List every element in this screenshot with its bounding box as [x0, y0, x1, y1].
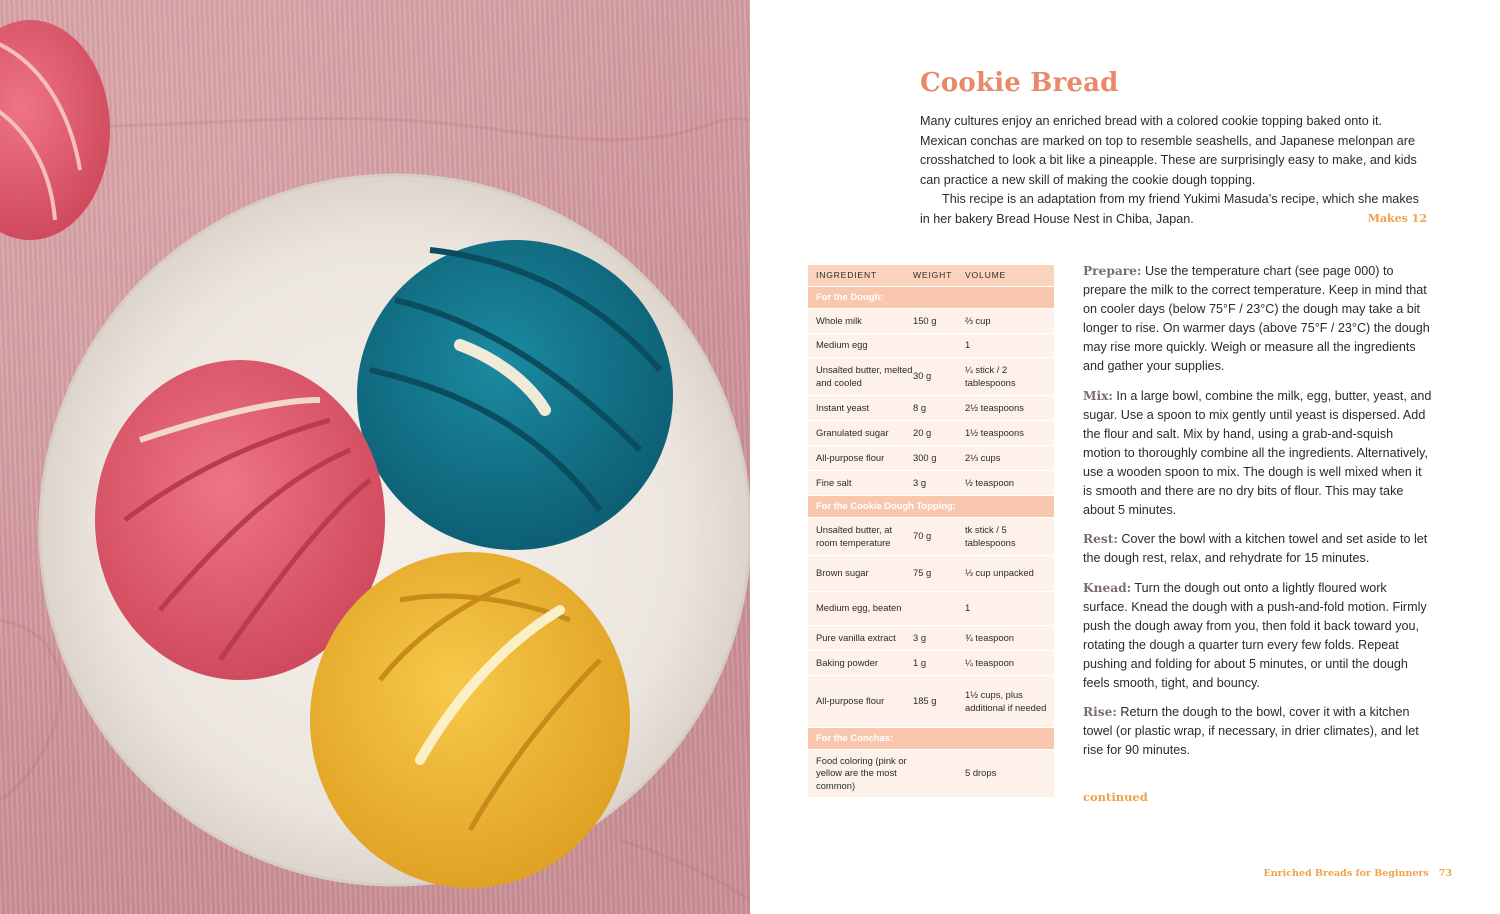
recipe-intro — [920, 112, 1430, 229]
ingredient-name: Medium egg — [816, 339, 868, 351]
step-text: Return the dough to the bowl, cover it with a kitchen towel (or plastic wrap, if necessary, in drier climates), and let rise for 90 minutes. — [1083, 705, 1419, 757]
table-row — [808, 421, 1054, 446]
ingredient-weight: 150 g — [913, 314, 937, 326]
ingredient-volume: 1½ teaspoons — [965, 426, 1024, 438]
step-label: Mix: — [1083, 388, 1113, 403]
section-title: For the Conchas: — [816, 732, 894, 744]
ingredient-name: Instant yeast — [816, 401, 870, 413]
step-rise — [1083, 703, 1433, 760]
ingredient-name: Baking powder — [816, 656, 879, 668]
ingredient-volume: ¼ teaspoon — [965, 656, 1014, 668]
ingredient-volume: ⅔ cup — [965, 314, 991, 326]
ingredient-table — [808, 265, 1054, 798]
ingredient-volume: 1½ cups, plus additional if needed — [965, 689, 1047, 713]
section-title: For the Dough: — [816, 291, 884, 303]
ingredient-volume: 1 — [965, 602, 971, 614]
ingredient-volume: 5 drops — [965, 767, 997, 779]
ingredient-weight: 30 g — [913, 370, 932, 382]
table-row — [808, 396, 1054, 421]
header-weight: WEIGHT — [913, 270, 953, 281]
step-label: Rest: — [1083, 532, 1118, 546]
ingredient-name: Fine salt — [816, 476, 852, 488]
ingredient-name: Food coloring (pink or yellow are the most common) — [816, 754, 907, 791]
table-row — [808, 556, 1054, 592]
ingredient-weight: 70 g — [913, 530, 932, 542]
ingredient-weight: 185 g — [913, 695, 937, 707]
table-row — [808, 592, 1054, 626]
continued-label: continued — [1083, 790, 1148, 804]
step-text: Cover the bowl with a kitchen towel and set aside to let the dough rest, relax, and rehydrate for 15 minutes. — [1083, 532, 1428, 565]
ingredient-volume: tk stick / 5 tablespoons — [965, 524, 1016, 548]
table-row — [808, 518, 1054, 556]
recipe-title: Cookie Bread — [920, 68, 1119, 98]
table-row — [808, 358, 1054, 396]
table-row — [808, 446, 1054, 471]
section-title: For the Cookie Dough Topping: — [816, 500, 956, 512]
step-rest — [1083, 530, 1433, 568]
table-section-dough — [808, 287, 1054, 309]
ingredient-weight: 1 g — [913, 656, 927, 668]
ingredient-weight: 75 g — [913, 567, 932, 579]
ingredient-volume: 2⅓ cups — [965, 451, 1001, 463]
ingredient-weight: 8 g — [913, 401, 927, 413]
ingredient-name: Brown sugar — [816, 567, 869, 579]
teal-concha — [357, 240, 673, 550]
ingredient-weight: 3 g — [913, 631, 927, 643]
page-number: 73 — [1438, 868, 1452, 879]
step-knead — [1083, 579, 1433, 693]
header-volume: VOLUME — [965, 270, 1007, 281]
step-mix — [1083, 387, 1433, 520]
step-text: Use the temperature chart (see page 000) to prepare the milk to the correct temperature. Keep in mind that on cooler days (below 75°F / 23°C) the dough may take a bit longer to rise. On warmer days (above 75°F / 23°C) the dough may rise more quickly. Weigh or measure all the ingredients and gather your supplies. — [1083, 264, 1430, 373]
step-text: In a large bowl, combine the milk, egg, butter, yeast, and sugar. Use a spoon to mix gently until yeast is dispersed. Add the flour and salt. Mix by hand, using a grab-and-squish motion to thoroughly combine all the ingredients. Alternatively, use a wooden spoon to mix. The dough is well mixed when it is smooth and there are no dry bits of flour. This may take about 5 minutes. — [1083, 388, 1432, 517]
table-row — [808, 334, 1054, 358]
ingredient-name: Unsalted butter, at room temperature — [816, 524, 893, 548]
ingredient-volume: ¼ stick / 2 tablespoons — [965, 364, 1016, 388]
pink-concha-corner — [0, 20, 110, 240]
ingredient-name: Medium egg, beaten — [816, 602, 902, 614]
ingredient-name: All-purpose flour — [816, 695, 885, 707]
table-row — [808, 309, 1054, 334]
ingredient-name: Pure vanilla extract — [816, 631, 896, 643]
ingredient-name: All-purpose flour — [816, 451, 885, 463]
step-label: Knead: — [1083, 580, 1132, 595]
intro-paragraph: Many cultures enjoy an enriched bread with a colored cookie topping baked onto it. Mexican conchas are marked on top to resemble seashells, and Japanese melonpan are crosshatched to look a bit like a pineapple. These are surprisingly easy to make, and kids can practice a new skill of making the cookie dough topping. — [920, 114, 1417, 187]
yield-label: Makes 12 — [1367, 212, 1427, 225]
section-name: Enriched Breads for Beginners — [1263, 868, 1429, 879]
ingredient-weight: 300 g — [913, 451, 937, 463]
page-footer — [1254, 868, 1453, 879]
step-label: Rise: — [1083, 705, 1117, 719]
recipe-page — [750, 0, 1500, 914]
ingredient-name: Unsalted butter, melted and cooled — [816, 364, 913, 388]
ingredient-volume: 2½ teaspoons — [965, 401, 1024, 413]
ingredient-name: Granulated sugar — [816, 426, 889, 438]
step-prepare — [1083, 262, 1433, 376]
table-row — [808, 676, 1054, 728]
directions — [1083, 262, 1433, 771]
ingredient-name: Whole milk — [816, 314, 862, 326]
ingredient-volume: ⅓ cup unpacked — [965, 567, 1034, 579]
header-ingredient: INGREDIENT — [816, 270, 877, 281]
ingredient-weight: 20 g — [913, 426, 932, 438]
intro-paragraph: This recipe is an adaptation from my friend Yukimi Masuda’s recipe, which she makes in her bakery Bread House Nest in Chiba, Japan. — [920, 192, 1419, 226]
table-section-topping — [808, 496, 1054, 518]
ingredient-volume: 1 — [965, 339, 971, 351]
step-label: Prepare: — [1083, 264, 1142, 278]
table-row — [808, 651, 1054, 676]
table-header — [808, 265, 1054, 287]
table-row — [808, 626, 1054, 651]
ingredient-volume: ¾ teaspoon — [965, 631, 1014, 643]
yellow-concha — [310, 552, 630, 888]
table-section-conchas — [808, 728, 1054, 750]
step-text: Turn the dough out onto a lightly floured work surface. Knead the dough with a push-and-fold motion. Firmly push the dough away from you, then fold it back toward you, rotating the dough a quarter turn every few folds. Repeat pushing and folding for about 5 minutes, or until the dough feels smooth, tight, and bouncy. — [1083, 580, 1427, 690]
ingredient-volume: ½ teaspoon — [965, 476, 1014, 488]
ingredient-weight: 3 g — [913, 476, 927, 488]
table-row — [808, 750, 1054, 798]
table-row — [808, 471, 1054, 496]
